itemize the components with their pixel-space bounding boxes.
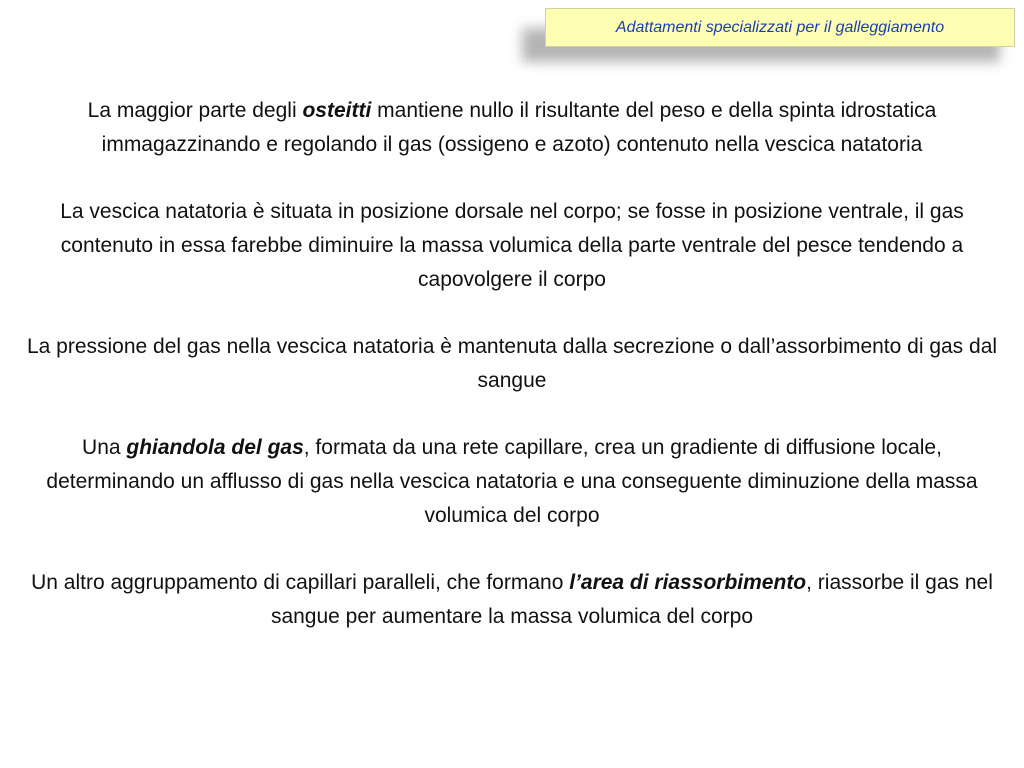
paragraph-reabsorption-area: [20, 566, 1004, 634]
paragraph-text: , riassorbe il gas nel sangue per aumentare la massa volumica del corpo: [270, 571, 993, 628]
paragraph-gas-gland: [20, 431, 1004, 533]
emphasized-term: l’area di riassorbimento: [569, 571, 807, 594]
paragraph-text: La maggior parte degli: [87, 99, 303, 122]
paragraph-gas-pressure: La pressione del gas nella vescica natatoria è mantenuta dalla secrezione o dall’assorbimento di gas dal sangue: [26, 335, 998, 392]
slide-title: Adattamenti specializzati per il galleggiamento: [545, 8, 1015, 47]
paragraph-text: Una: [82, 436, 127, 459]
paragraph-dorsal-position: La vescica natatoria è situata in posizione dorsale nel corpo; se fosse in posizione ventrale, il gas contenuto in essa farebbe diminuire la massa volumica della parte ventrale del pesce tendendo a capovolgere il corpo: [60, 200, 964, 291]
paragraph-text: Un altro aggruppamento di capillari paralleli, che formano: [31, 571, 570, 594]
paragraph-text: mantiene nullo il risultante del peso e della spinta idrostatica immagazzinando e regolando il gas (ossigeno e azoto) contenuto nella vescica natatoria: [101, 99, 937, 156]
slide-body: [20, 94, 1004, 667]
emphasized-term: osteitti: [302, 99, 372, 122]
paragraph-osteitti: [20, 94, 1004, 162]
paragraph-text: , formata da una rete capillare, crea un gradiente di diffusione locale, determinando un afflusso di gas nella vescica natatoria e una conseguente diminuzione della massa volumica del corpo: [46, 436, 978, 527]
emphasized-term: ghiandola del gas: [126, 436, 304, 459]
